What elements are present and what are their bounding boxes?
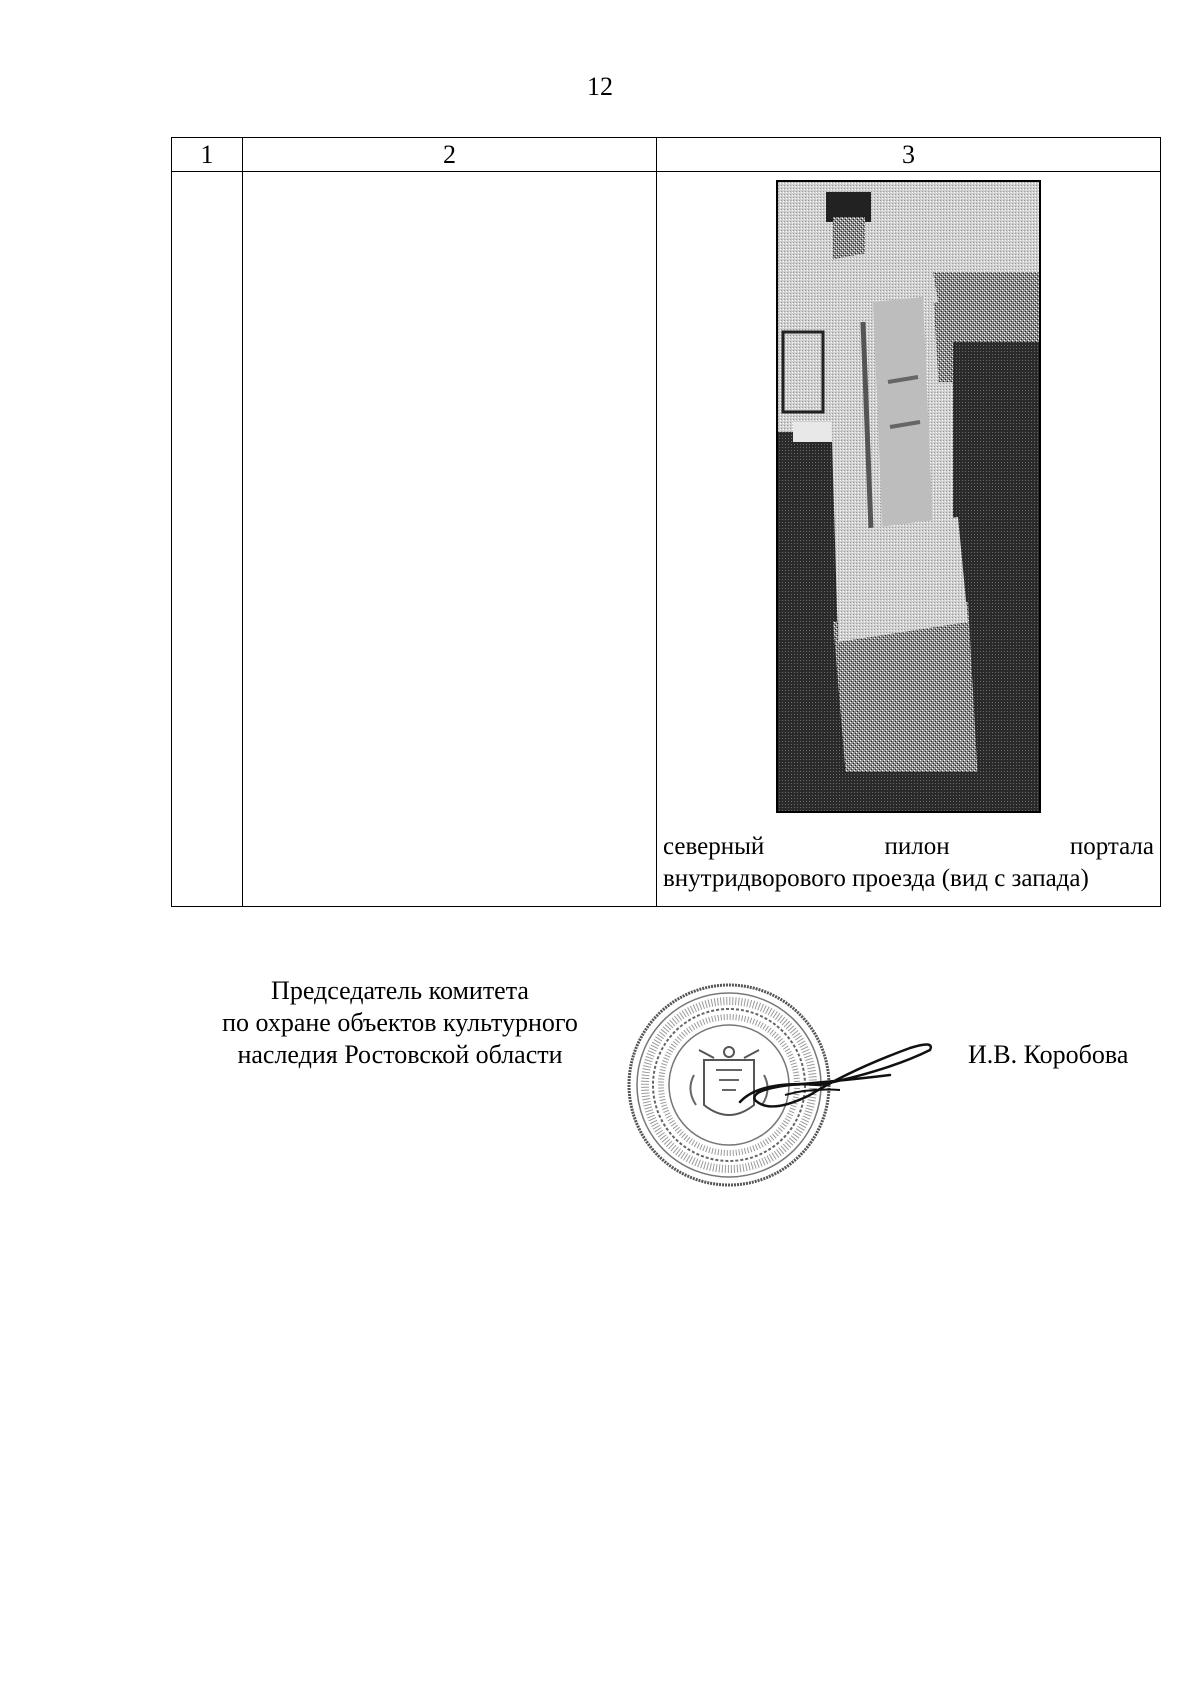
cell-column-3 [657, 172, 1161, 907]
table-header-row [172, 138, 1161, 172]
column-header-1: 1 [172, 138, 243, 172]
caption-word-3: портала [1069, 833, 1154, 860]
signer-position-line-2: по охране объектов культурного [222, 1008, 578, 1037]
caption-word-2: пилон [884, 833, 950, 860]
column-header-3: 3 [657, 138, 1161, 172]
photo-caption [663, 831, 1154, 895]
cell-column-2 [243, 172, 657, 907]
table-row [172, 172, 1161, 907]
objects-table [171, 137, 1161, 907]
page-number: 12 [587, 72, 613, 101]
pylon-photo [776, 180, 1041, 813]
caption-line-2: внутридворового проезда (вид с запада) [663, 865, 1089, 892]
caption-word-1: северный [663, 833, 765, 860]
column-header-2: 2 [243, 138, 657, 172]
signer-name: И.В. Коробова [968, 1040, 1129, 1069]
signer-position [190, 975, 610, 1071]
handwritten-signature [730, 1040, 940, 1120]
signer-position-line-1: Председатель комитета [271, 976, 529, 1005]
signer-position-line-3: наследия Ростовской области [237, 1040, 563, 1069]
cell-column-1 [172, 172, 243, 907]
